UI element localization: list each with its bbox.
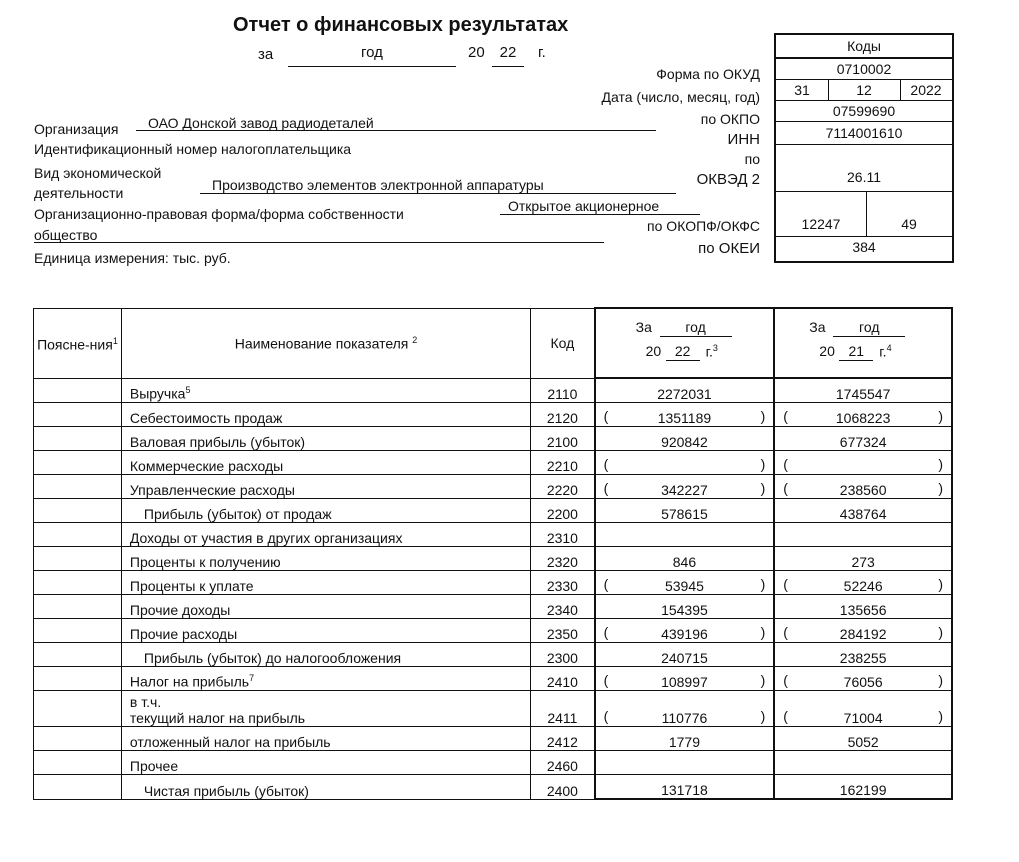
col-note-text: Поясне-ния: [37, 336, 113, 353]
row-name: Валовая прибыль (убыток): [129, 434, 306, 450]
org-underline: [136, 130, 656, 131]
prev-year-ul: [839, 360, 873, 361]
unit-label: Единица измерения: тыс. руб.: [34, 250, 231, 266]
open-paren: (: [603, 672, 609, 688]
open-paren: (: [603, 456, 609, 472]
row-note-cell: [34, 643, 122, 667]
date-day: 31: [794, 82, 810, 98]
okved-label: ОКВЭД 2: [696, 171, 760, 188]
row-previous-cell: [774, 523, 952, 547]
prev-prefix: 20: [819, 343, 835, 359]
activity-label-1: Вид экономической: [34, 165, 162, 181]
row-previous-cell: [774, 751, 952, 775]
row-name: Прибыль (убыток) до налогообложения: [143, 650, 402, 666]
row-current-cell: [595, 727, 775, 751]
table-row: [34, 427, 953, 451]
year-g: г.: [538, 44, 546, 61]
org-name: ОАО Донской завод радиодеталей: [148, 115, 374, 131]
row-code: 2330: [531, 571, 595, 595]
table-row: [34, 775, 953, 800]
row-current-cell-value: 439196: [661, 626, 708, 642]
row-current-cell: [595, 451, 775, 475]
row-name: Прибыль (убыток) от продаж: [143, 506, 332, 522]
year-prefix: 20: [468, 44, 485, 61]
open-paren: (: [603, 576, 609, 592]
row-name-cell: [121, 643, 530, 667]
row-code: 2412: [531, 727, 595, 751]
form-underline-1: [500, 214, 700, 215]
activity-underline: [200, 193, 676, 194]
table-row: [34, 403, 953, 427]
codes-header: Коды: [776, 35, 952, 59]
close-paren: ): [760, 672, 766, 688]
row-name-cell: [121, 691, 530, 727]
row-previous-cell: [774, 499, 952, 523]
row-note-cell: [34, 427, 122, 451]
inn-label: ИНН: [727, 131, 760, 148]
open-paren: (: [783, 408, 788, 424]
row-name-cell: [121, 378, 530, 403]
col-note-sup: 1: [112, 336, 118, 347]
row-code: 2460: [531, 751, 595, 775]
row-note-cell: [34, 403, 122, 427]
row-current-cell: [595, 499, 775, 523]
date-row: [776, 80, 952, 101]
row-name-cell: [121, 727, 530, 751]
row-previous-cell-value: 284192: [839, 626, 887, 642]
close-paren: ): [938, 456, 943, 472]
okopf-label: по ОКОПФ/ОКФС: [647, 218, 760, 234]
row-note-cell: [34, 775, 122, 800]
row-previous-cell-value: 1745547: [835, 386, 891, 402]
prev-year: 21: [848, 343, 865, 359]
prev-g-text: г.: [879, 343, 887, 360]
period-underline: [288, 66, 456, 67]
row-code: 2210: [531, 451, 595, 475]
cur-year: 22: [674, 343, 691, 359]
form-value-1: Открытое акционерное: [508, 198, 660, 214]
financial-results-table: [33, 307, 953, 800]
table-row: [34, 667, 953, 691]
open-paren: (: [603, 708, 609, 724]
row-previous-cell-value: 52246: [843, 578, 883, 594]
row-current-cell-value: 110776: [661, 710, 708, 726]
close-paren: ): [938, 480, 943, 496]
row-current-cell-value: 154395: [661, 602, 708, 618]
row-name-cell: [121, 547, 530, 571]
row-note-cell: [34, 475, 122, 499]
row-current-cell-value: 131718: [661, 782, 708, 798]
row-name-cell: [121, 427, 530, 451]
row-name: Доходы от участия в других организациях: [129, 530, 403, 546]
row-name: Коммерческие расходы: [129, 458, 284, 474]
inn-description: Идентификационный номер налогоплательщика: [34, 141, 352, 157]
table-row: [34, 475, 953, 499]
row-code: 2340: [531, 595, 595, 619]
row-code: 2320: [531, 547, 595, 571]
row-name: Проценты к получению: [129, 554, 281, 570]
close-paren: ): [938, 624, 943, 640]
col-name-sup: 2: [412, 334, 418, 345]
row-previous-cell-value: 238560: [839, 482, 887, 498]
row-note-cell: [34, 523, 122, 547]
row-code: 2411: [531, 691, 595, 727]
date-month: 12: [856, 82, 872, 98]
row-name: Проценты к уплате: [129, 578, 254, 594]
row-code: 2100: [531, 427, 595, 451]
row-previous-cell-value: 135656: [839, 602, 887, 618]
row-previous-cell: [774, 403, 952, 427]
table-row: [34, 547, 953, 571]
period-type: год: [361, 44, 383, 61]
table-row: [34, 619, 953, 643]
close-paren: ): [938, 576, 943, 592]
open-paren: (: [603, 624, 609, 640]
row-previous-cell-value: 5052: [847, 734, 879, 750]
row-footnote: 7: [249, 673, 255, 684]
table-row: [34, 571, 953, 595]
row-previous-cell-value: 438764: [839, 506, 887, 522]
row-previous-cell: [774, 775, 952, 800]
row-current-cell-value: 2272031: [657, 386, 712, 402]
row-name-cell: [121, 775, 530, 800]
row-note-cell: [34, 451, 122, 475]
row-current-cell-value: 108997: [661, 674, 708, 690]
row-note-cell: [34, 691, 122, 727]
row-note-cell: [34, 751, 122, 775]
close-paren: ): [760, 624, 766, 640]
okpo-code: 07599690: [776, 101, 952, 122]
row-note-cell: [34, 667, 122, 691]
row-current-cell-value: 53945: [664, 578, 704, 594]
prev-za: За: [809, 319, 826, 335]
okved-po-label: по: [744, 151, 760, 167]
okei-code: 384: [852, 239, 876, 255]
row-name: Налог на прибыль: [129, 674, 250, 690]
table-row: [34, 378, 953, 403]
row-previous-cell: [774, 619, 952, 643]
row-current-cell: [595, 571, 775, 595]
cur-prefix: 20: [645, 343, 662, 359]
row-current-cell: [595, 475, 775, 499]
close-paren: ): [760, 456, 766, 472]
open-paren: (: [783, 456, 788, 472]
row-previous-cell-value: 1068223: [835, 410, 891, 426]
row-note-cell: [34, 619, 122, 643]
open-paren: (: [783, 708, 788, 724]
okud-label: Форма по ОКУД: [656, 66, 760, 82]
row-current-cell-value: 1351189: [657, 410, 712, 426]
year-underline: [492, 66, 524, 67]
row-current-cell-value: 240715: [661, 650, 708, 666]
row-current-cell-value: 578615: [661, 506, 708, 522]
form-label: Организационно-правовая форма/форма собственности: [34, 206, 404, 222]
row-note-cell: [34, 378, 122, 403]
row-current-cell: [595, 595, 775, 619]
row-code: 2400: [531, 775, 595, 800]
row-name-cell: [121, 751, 530, 775]
row-previous-cell: [774, 451, 952, 475]
table-row: [34, 727, 953, 751]
row-previous-cell: [774, 595, 952, 619]
row-note-cell: [34, 547, 122, 571]
table-row: [34, 523, 953, 547]
row-current-cell: [595, 403, 775, 427]
open-paren: (: [783, 624, 788, 640]
open-paren: (: [783, 672, 788, 688]
col-header-previous: [774, 308, 952, 378]
row-note-cell: [34, 595, 122, 619]
row-current-cell-value: 846: [672, 554, 697, 570]
row-name: Управленческие расходы: [129, 482, 295, 498]
period-za: за: [258, 46, 274, 63]
row-code: 2220: [531, 475, 595, 499]
close-paren: ): [760, 708, 766, 724]
row-name: Чистая прибыль (убыток): [143, 782, 309, 799]
row-name-cell: [121, 667, 530, 691]
row-previous-cell: [774, 691, 952, 727]
table-body: [34, 378, 953, 799]
row-current-cell-value: 1779: [668, 734, 701, 750]
row-previous-cell-value: 76056: [843, 674, 883, 690]
row-previous-cell: [774, 643, 952, 667]
row-name-cell: [121, 595, 530, 619]
row-name-cell: [121, 451, 530, 475]
row-current-cell: [595, 667, 775, 691]
row-current-cell: [595, 427, 775, 451]
row-previous-cell: [774, 547, 952, 571]
row-name-cell: [121, 523, 530, 547]
col-header-code: Код: [531, 308, 595, 378]
row-note-cell: [34, 727, 122, 751]
row-previous-cell: [774, 667, 952, 691]
cur-sup: 3: [712, 343, 718, 353]
open-paren: (: [783, 480, 788, 496]
okfs-code: 49: [901, 216, 917, 232]
close-paren: ): [938, 408, 943, 424]
row-name: Выручка: [129, 386, 186, 402]
row-code: 2350: [531, 619, 595, 643]
cur-period-ul: [660, 336, 732, 337]
row-current-cell: [595, 378, 775, 403]
row-current-cell: [595, 619, 775, 643]
row-previous-cell-value: 162199: [839, 782, 887, 798]
row-code: 2110: [531, 378, 595, 403]
row-previous-cell-value: 273: [851, 554, 875, 570]
close-paren: ): [938, 672, 943, 688]
activity-label-2: деятельности: [34, 185, 124, 201]
row-name: Прочие доходы: [129, 602, 231, 618]
row-name-cell: [121, 403, 530, 427]
row-current-cell: [595, 643, 775, 667]
prev-period: год: [859, 319, 880, 335]
close-paren: ): [938, 708, 943, 724]
row-name: в т.ч. текущий налог на прибыль: [129, 694, 306, 726]
row-code: 2310: [531, 523, 595, 547]
row-name-cell: [121, 499, 530, 523]
date-year: 2022: [910, 82, 942, 98]
form-underline-2: [34, 242, 604, 243]
row-current-cell: [595, 751, 775, 775]
row-previous-cell-value: 71004: [843, 710, 883, 726]
close-paren: ): [760, 408, 766, 424]
date-label: Дата (число, месяц, год): [601, 89, 760, 105]
row-name: Себестоимость продаж: [129, 410, 283, 426]
row-name: отложенный налог на прибыль: [129, 734, 331, 750]
col-name-text: Наименование показателя: [234, 335, 409, 352]
prev-g: [879, 343, 891, 360]
row-name: Прочее: [129, 758, 179, 774]
close-paren: ): [760, 480, 766, 496]
row-note-cell: [34, 571, 122, 595]
open-paren: (: [603, 480, 609, 496]
row-current-cell: [595, 691, 775, 727]
row-code: 2200: [531, 499, 595, 523]
row-previous-cell: [774, 727, 952, 751]
row-name-cell: [121, 475, 530, 499]
row-previous-cell: [774, 475, 952, 499]
form-value-2: общество: [34, 227, 98, 243]
cur-year-ul: [666, 360, 700, 361]
row-current-cell: [595, 775, 775, 800]
okopf-code: 12247: [801, 216, 841, 232]
prev-period-ul: [833, 336, 905, 337]
cur-g: [706, 343, 718, 360]
row-code: 2410: [531, 667, 595, 691]
row-note-cell: [34, 499, 122, 523]
table-row: [34, 643, 953, 667]
close-paren: ): [760, 576, 766, 592]
page-title: Отчет о финансовых результатах: [233, 14, 569, 36]
cur-period: год: [685, 319, 706, 335]
table-row: [34, 595, 953, 619]
okei-label: по ОКЕИ: [698, 240, 760, 257]
row-previous-cell: [774, 427, 952, 451]
cur-g-text: г.: [705, 343, 713, 360]
row-previous-cell: [774, 571, 952, 595]
okopf-row: [776, 192, 952, 237]
activity-value: Производство элементов электронной аппаратуры: [212, 177, 544, 193]
col-header-note: [34, 308, 122, 378]
row-current-cell-value: 342227: [661, 482, 708, 498]
row-code: 2120: [531, 403, 595, 427]
org-label: Организация: [34, 121, 119, 137]
okud-code: 0710002: [776, 59, 952, 80]
prev-sup: 4: [886, 343, 892, 353]
codes-box: [774, 33, 954, 263]
row-name: Прочие расходы: [129, 626, 238, 642]
row-current-cell: [595, 523, 775, 547]
cur-za: За: [635, 319, 652, 335]
row-current-cell: [595, 547, 775, 571]
table-row: [34, 451, 953, 475]
row-previous-cell: [774, 378, 952, 403]
table-row: [34, 691, 953, 727]
open-paren: (: [603, 408, 609, 424]
table-row: [34, 499, 953, 523]
open-paren: (: [783, 576, 788, 592]
inn-code: 7114001610: [776, 122, 952, 145]
row-current-cell-value: 920842: [661, 434, 708, 450]
okved-code: 26.11: [776, 145, 952, 192]
row-name-cell: [121, 619, 530, 643]
col-header-current: [595, 308, 775, 378]
row-name-cell: [121, 571, 530, 595]
row-previous-cell-value: 677324: [839, 434, 887, 450]
okpo-label: по ОКПО: [700, 111, 760, 127]
col-header-name: [121, 308, 530, 378]
table-row: [34, 751, 953, 775]
year-suffix: 22: [499, 44, 517, 61]
row-code: 2300: [531, 643, 595, 667]
row-footnote: 5: [185, 385, 191, 396]
row-previous-cell-value: 238255: [839, 650, 887, 666]
